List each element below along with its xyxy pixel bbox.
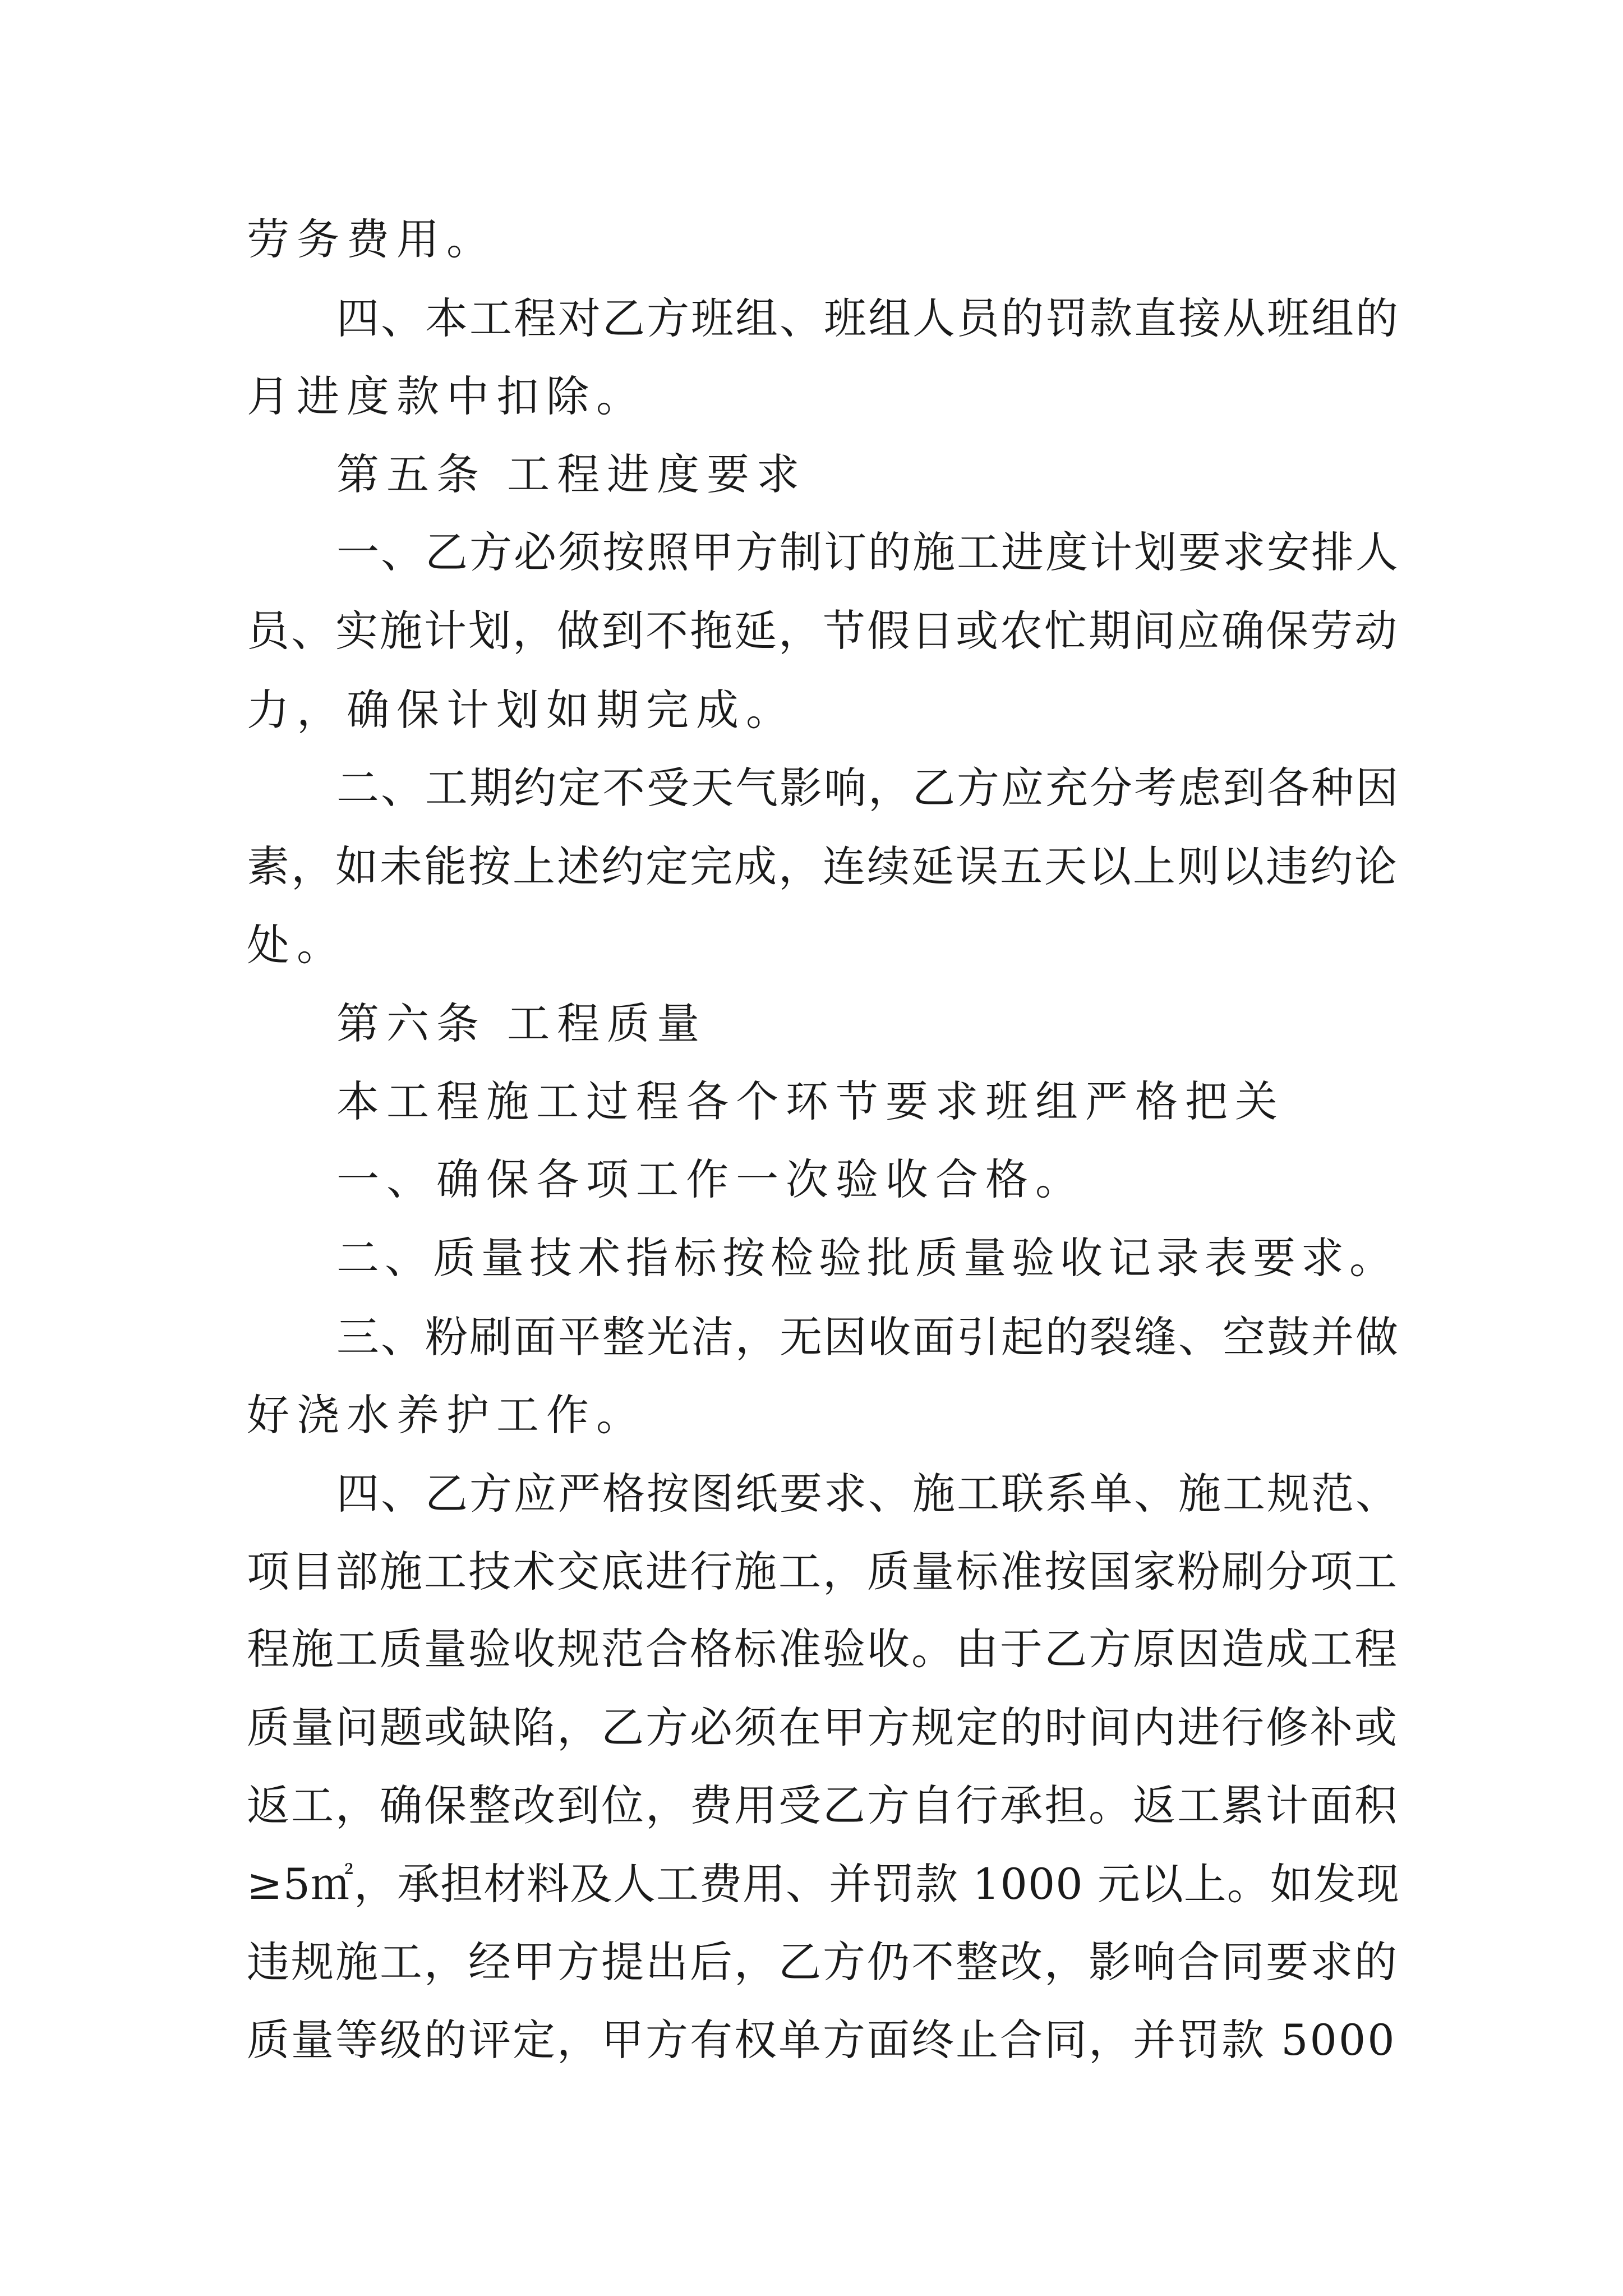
text-line-22: ≥5㎡，承担材料及人工费用、并罚款 1000 元以上。如发现 — [247, 1859, 1400, 1909]
text-line-6: 员、实施计划，做到不拖延，节假日或农忙期间应确保劳动 — [247, 606, 1399, 656]
text-line-12: 本工程施工过程各个环节要求班组严格把关 — [336, 1076, 1285, 1126]
text-line-16: 好浇水养护工作。 — [247, 1390, 646, 1440]
text-line-10: 处。 — [247, 920, 347, 970]
text-line-20: 质量问题或缺陷，乙方必须在甲方规定的时间内进行修补或 — [247, 1703, 1399, 1752]
text-line-13: 一、确保各项工作一次验收合格。 — [336, 1154, 1085, 1204]
text-line-5: 一、乙方必须按照甲方制订的施工进度计划要求安排人 — [336, 527, 1400, 577]
text-line-21: 返工，确保整改到位，费用受乙方自行承担。返工累计面积 — [247, 1780, 1399, 1830]
text-line-2: 四、本工程对乙方班组、班组人员的罚款直接从班组的 — [336, 293, 1400, 343]
section-heading-5: 第五条 工程进度要求 — [336, 449, 807, 499]
text-line-17: 四、乙方应严格按图纸要求、施工联系单、施工规范、 — [336, 1469, 1400, 1519]
text-line-23: 违规施工，经甲方提出后，乙方仍不整改，影响合同要求的 — [247, 1937, 1399, 1987]
text-line-14: 二、质量技术指标按检验批质量验收记录表要求。 — [336, 1233, 1398, 1283]
text-line-24: 质量等级的评定，甲方有权单方面终止合同，并罚款 5000 — [247, 2015, 1396, 2065]
section-heading-6: 第六条 工程质量 — [336, 999, 707, 1048]
text-line-15: 三、粉刷面平整光洁，无因收面引起的裂缝、空鼓并做 — [336, 1312, 1400, 1362]
text-line-19: 程施工质量验收规范合格标准验收。由于乙方原因造成工程 — [247, 1624, 1399, 1674]
text-line-9: 素，如未能按上述约定完成，连续延误五天以上则以违约论 — [247, 841, 1399, 891]
text-line-8: 二、工期约定不受天气影响，乙方应充分考虑到各种因 — [336, 763, 1400, 813]
text-line-1: 劳务费用。 — [247, 214, 496, 264]
text-line-18: 项目部施工技术交底进行施工，质量标准按国家粉刷分项工 — [247, 1547, 1399, 1596]
text-line-3: 月进度款中扣除。 — [247, 371, 646, 421]
text-line-7: 力，确保计划如期完成。 — [247, 685, 796, 735]
